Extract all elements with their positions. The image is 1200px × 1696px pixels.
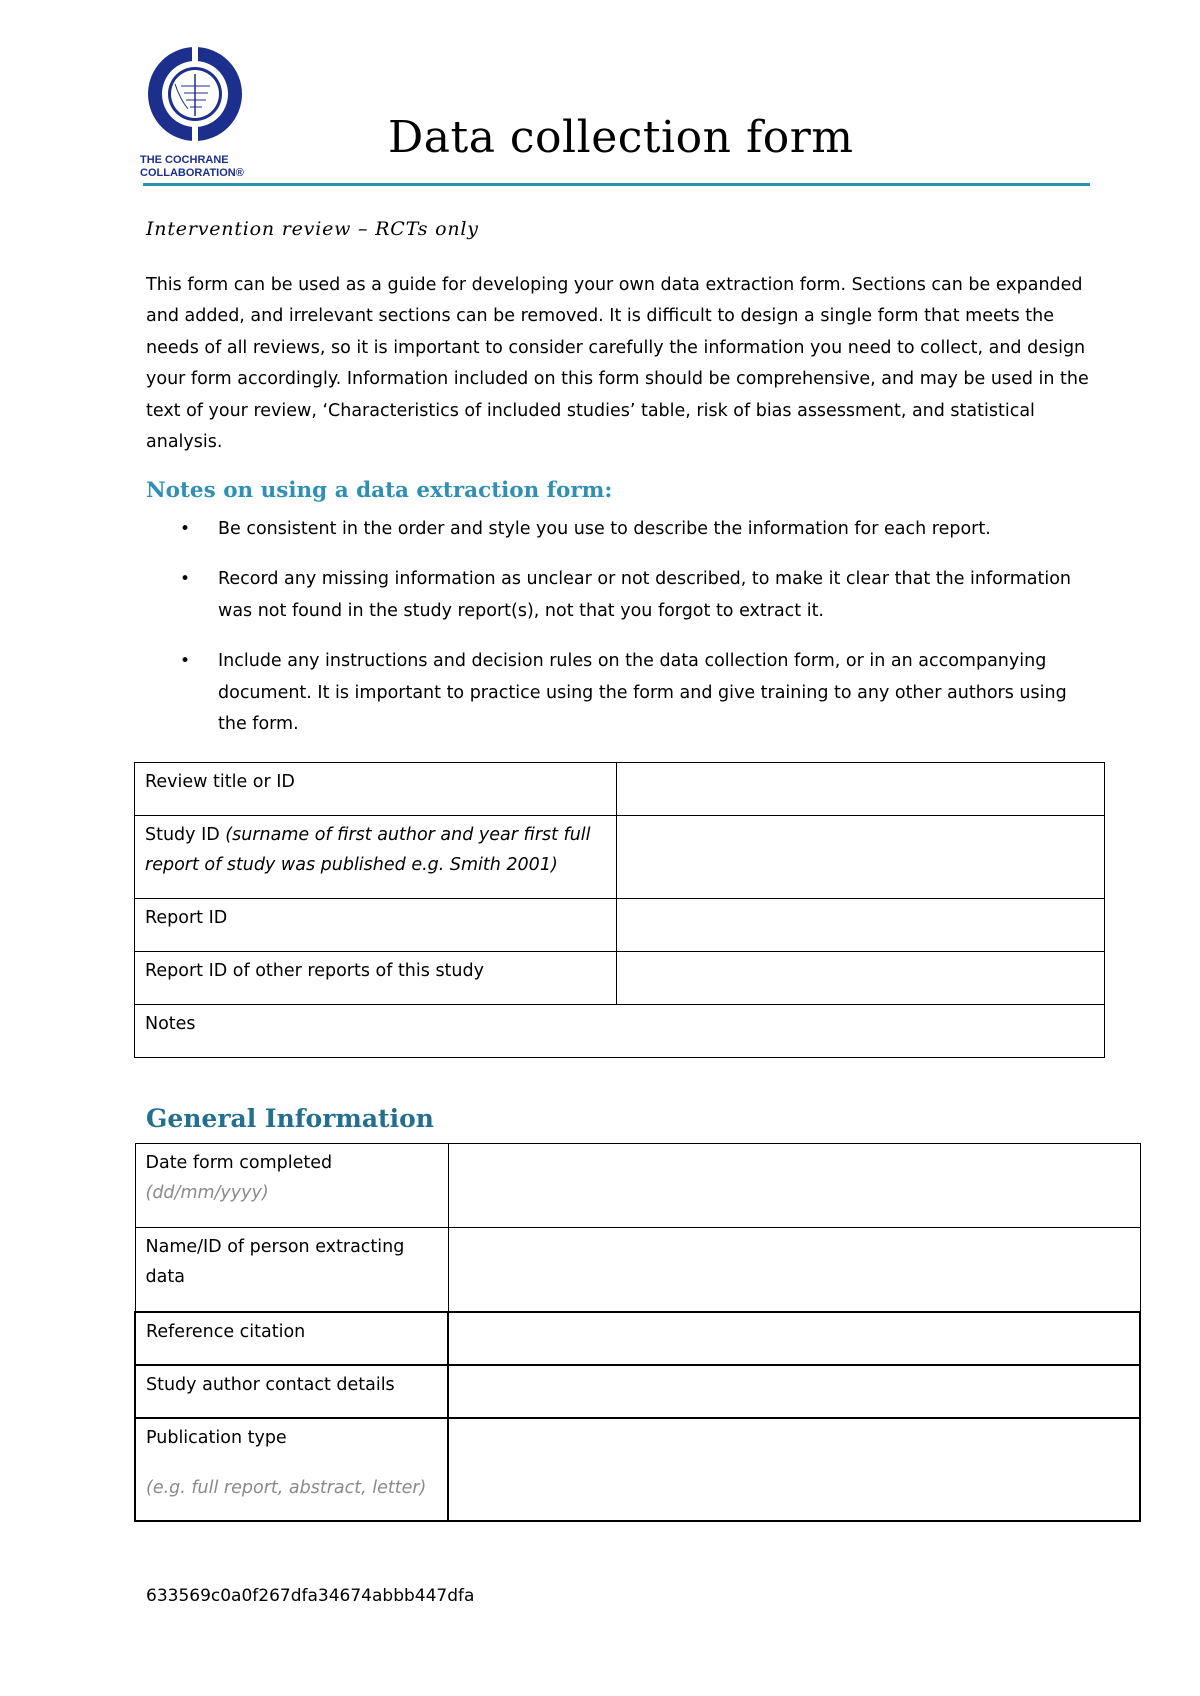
publication-type-hint: (e.g. full report, abstract, letter) (146, 1477, 427, 1498)
intro-paragraph: This form can be used as a guide for developing your own data extraction form. Sections can be expanded and added, and irrelevant sections can be removed. It is difficult to design a single form that meets the needs of all reviews, so it is important to consider carefully the information you need to collect, and design your form accordingly. Information included on this form should be comprehensive, and may be used in the text of your review, ‘Characteristics of included studies’ table, risk of bias assessment, and statistical analysis. (146, 275, 1089, 453)
notes-heading: Notes on using a data extraction form: (146, 478, 613, 503)
study-id-label-text: Study ID (145, 825, 226, 845)
table-row (135, 763, 1105, 816)
logo-text (140, 154, 244, 180)
other-reports-field[interactable] (617, 952, 1105, 1005)
table-row (135, 816, 1105, 899)
table-row (135, 1418, 1140, 1521)
notes-item: • Record any missing information as unclear or not described, to make it clear that the information was not found in the study report(s), not that you forgot to extract it. (146, 564, 1096, 627)
notes-field[interactable] (135, 1005, 1105, 1058)
table-row (135, 1228, 1140, 1312)
notes-label: Notes (145, 1014, 196, 1034)
document-id: 633569c0a0f267dfa34674abbb447dfa (146, 1586, 475, 1606)
cochrane-logo-icon (140, 44, 250, 154)
study-id-hint: (surname of first author and year first full report of study was published e.g. Smith 2001) (145, 825, 591, 875)
notes-item: • Be consistent in the order and style you use to describe the information for each report. (146, 514, 1096, 545)
table-row (135, 952, 1105, 1005)
notes-item: • Include any instructions and decision rules on the data collection form, or in an accompanying document. It is important to practice using the form and give training to any other authors using the form. (146, 646, 1096, 740)
notes-list (146, 514, 1096, 759)
table-row (135, 1312, 1140, 1365)
table-row (135, 1005, 1105, 1058)
report-id-label: Report ID (135, 899, 617, 952)
logo-line-2: COLLABORATION® (140, 167, 244, 179)
reference-citation-label: Reference citation (135, 1312, 448, 1365)
page-subtitle: Intervention review – RCTs only (146, 218, 479, 240)
publication-type-field[interactable] (448, 1418, 1140, 1521)
cochrane-logo (140, 44, 270, 184)
study-id-label (135, 816, 617, 899)
general-info-table (134, 1143, 1141, 1522)
page-title: Data collection form (388, 112, 854, 163)
publication-type-label-text: Publication type (146, 1427, 287, 1448)
review-title-field[interactable] (617, 763, 1105, 816)
study-id-field[interactable] (617, 816, 1105, 899)
title-divider (143, 183, 1090, 186)
author-contact-label: Study author contact details (135, 1365, 448, 1418)
review-title-label: Review title or ID (135, 763, 617, 816)
date-completed-label (135, 1144, 448, 1228)
other-reports-label: Report ID of other reports of this study (135, 952, 617, 1005)
date-completed-field[interactable] (448, 1144, 1140, 1228)
publication-type-label (135, 1418, 448, 1521)
extractor-name-field[interactable] (448, 1228, 1140, 1312)
table-row (135, 1365, 1140, 1418)
author-contact-field[interactable] (448, 1365, 1140, 1418)
reference-citation-field[interactable] (448, 1312, 1140, 1365)
general-info-heading: General Information (146, 1104, 434, 1133)
date-completed-label-text: Date form completed (145, 1153, 333, 1173)
logo-line-1: THE COCHRANE (140, 154, 229, 166)
report-id-field[interactable] (617, 899, 1105, 952)
extractor-name-label: Name/ID of person extracting data (135, 1228, 448, 1312)
review-id-table (134, 762, 1105, 1058)
table-row (135, 899, 1105, 952)
intro-text (146, 270, 1096, 458)
date-format-hint: (dd/mm/yyyy) (145, 1183, 269, 1203)
table-row (135, 1144, 1140, 1228)
